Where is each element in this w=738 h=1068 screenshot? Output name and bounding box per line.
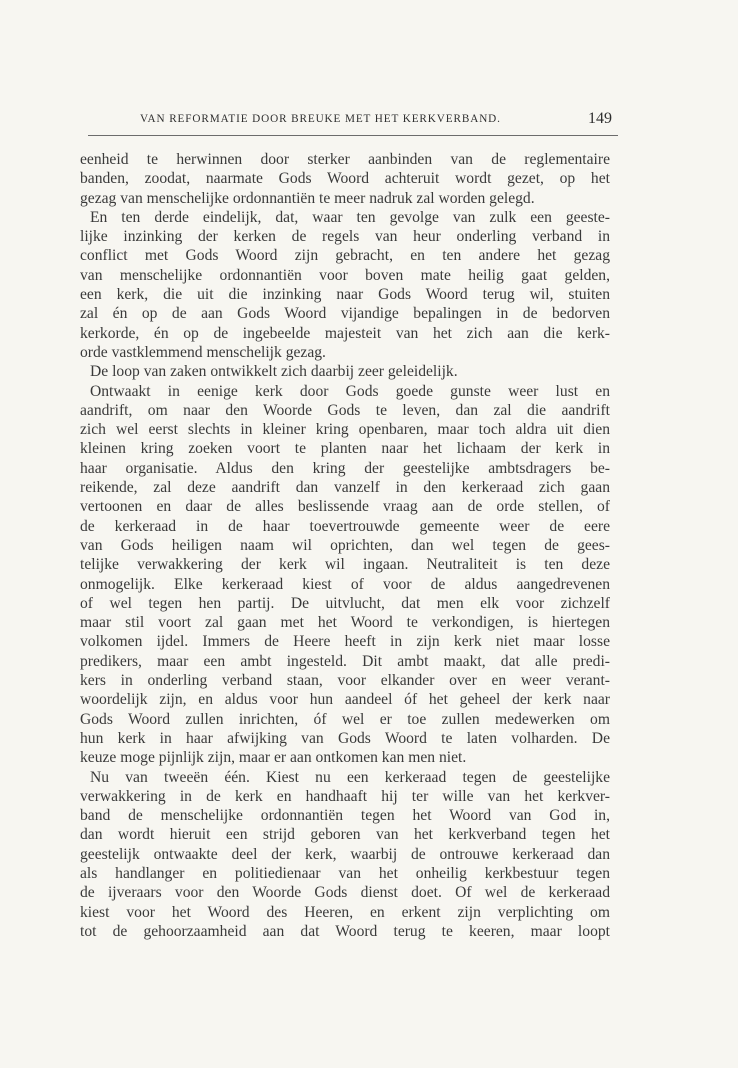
text-line: de kerkeraad in de haar toevertrouwde gemeente weer de eere xyxy=(80,517,610,535)
text-line: Nu van tweeën één. Kiest nu een kerkeraad tegen de geestelijke xyxy=(90,768,610,786)
text-line: reikende, zal deze aandrift dan vanzelf in den kerkeraad zich gaan xyxy=(80,479,610,497)
page-header xyxy=(140,110,618,128)
text-line: als handlanger en politiedienaar van het onheilig kerkbestuur tegen xyxy=(80,864,610,882)
text-line: de ijveraars voor den Woorde Gods dienst doet. Of wel de kerkeraad xyxy=(80,884,610,902)
text-line: kers in onderling verband staan, voor elkander over en weer verant- xyxy=(80,672,610,690)
text-line: van Gods heiligen naam wil oprichten, dan wel tegen de gees- xyxy=(80,536,610,554)
text-line: van menschelijke ordonnantiën voor boven mate heilig gaat gelden, xyxy=(80,266,610,284)
text-line: tot de gehoorzaamheid aan dat Woord terug te keeren, maar loopt xyxy=(80,922,610,940)
text-line: predikers, maar een ambt ingesteld. Dit ambt maakt, dat alle predi- xyxy=(80,652,610,670)
text-line: woordelijk zijn, en aldus voor hun aandeel óf het geheel der kerk naar xyxy=(80,691,610,709)
text-line: En ten derde eindelijk, dat, waar ten gevolge van zulk een geeste- xyxy=(90,208,610,226)
text-line: kleinen kring zoeken voort te planten naar het lichaam der kerk in xyxy=(80,440,610,458)
text-line: kerkorde, én op de ingebeelde majesteit van het zich aan die kerk- xyxy=(80,324,610,342)
text-line: gezag van menschelijke ordonnantiën te meer nadruk zal worden gelegd. xyxy=(80,189,535,207)
text-line: orde vastklemmend menschelijk gezag. xyxy=(80,343,326,361)
text-line: een kerk, die uit die inzinking naar Gods Woord terug wil, stuiten xyxy=(80,286,610,304)
text-line: haar organisatie. Aldus den kring der geestelijke ambtsdragers be- xyxy=(80,459,610,477)
text-line: vertoonen en daar de alles beslissende vraag aan de orde stellen, of xyxy=(80,498,610,516)
text-line: band de menschelijke ordonnantiën tegen het Woord van God in, xyxy=(80,807,610,825)
text-line: kiest voor het Woord des Heeren, en erkent zijn verplichting om xyxy=(80,903,610,921)
text-line: aandrift, om naar den Woorde Gods te leven, dan zal die aandrift xyxy=(80,401,610,419)
text-line: onmogelijk. Elke kerkeraad kiest of voor de aldus aangedrevenen xyxy=(80,575,610,593)
text-line: eenheid te herwinnen door sterker aanbinden van de reglementaire xyxy=(80,151,610,168)
text-line: keuze moge pijnlijk zijn, maar er aan ontkomen kan men niet. xyxy=(80,749,467,767)
text-line: lijke inzinking der kerken de regels van heur onderling verband in xyxy=(80,228,610,246)
text-line: verwakkering in de kerk en handhaaft hij ter wille van het kerkver- xyxy=(80,787,610,805)
running-title: VAN REFORMATIE DOOR BREUKE MET HET KERKVERBAND. xyxy=(140,113,501,125)
text-line: conflict met Gods Woord zijn gebracht, en ten andere het gezag xyxy=(80,247,610,265)
text-line: hun kerk in haar afwijking van Gods Woord te laten volharden. De xyxy=(80,729,610,747)
page-number: 149 xyxy=(588,110,612,127)
text-line: Ontwaakt in eenige kerk door Gods goede gunste weer lust en xyxy=(90,382,610,400)
text-line: of wel tegen hen partij. De uitvlucht, dat men elk voor zichzelf xyxy=(80,594,610,612)
text-line: telijke verwakkering der kerk wil ingaan. Neutraliteit is ten deze xyxy=(80,556,610,574)
text-line: geestelijk ontwaakte deel der kerk, waarbij de ontrouwe kerkeraad dan xyxy=(80,845,610,863)
text-line: De loop van zaken ontwikkelt zich daarbij zeer geleidelijk. xyxy=(90,363,458,381)
text-line: dan wordt hieruit een strijd geboren van het kerkverband tegen het xyxy=(80,826,610,844)
header-rule xyxy=(88,135,618,136)
body-text xyxy=(80,150,610,941)
text-line: zich wel eerst slechts in kleiner kring openbaren, maar toch aldra uit dien xyxy=(80,421,610,439)
text-line: Gods Woord zullen inrichten, óf wel er toe zullen medewerken om xyxy=(80,710,610,728)
text-line: banden, zoodat, naarmate Gods Woord achteruit wordt gezet, op het xyxy=(80,170,610,188)
text-line: volkomen ijdel. Immers de Heere heeft in zijn kerk niet maar losse xyxy=(80,633,610,651)
text-line: maar stil voort zal gaan met het Woord te verkondigen, is hiertegen xyxy=(80,614,610,632)
text-line: zal én op de aan Gods Woord vijandige bepalingen in de bedorven xyxy=(80,305,610,323)
